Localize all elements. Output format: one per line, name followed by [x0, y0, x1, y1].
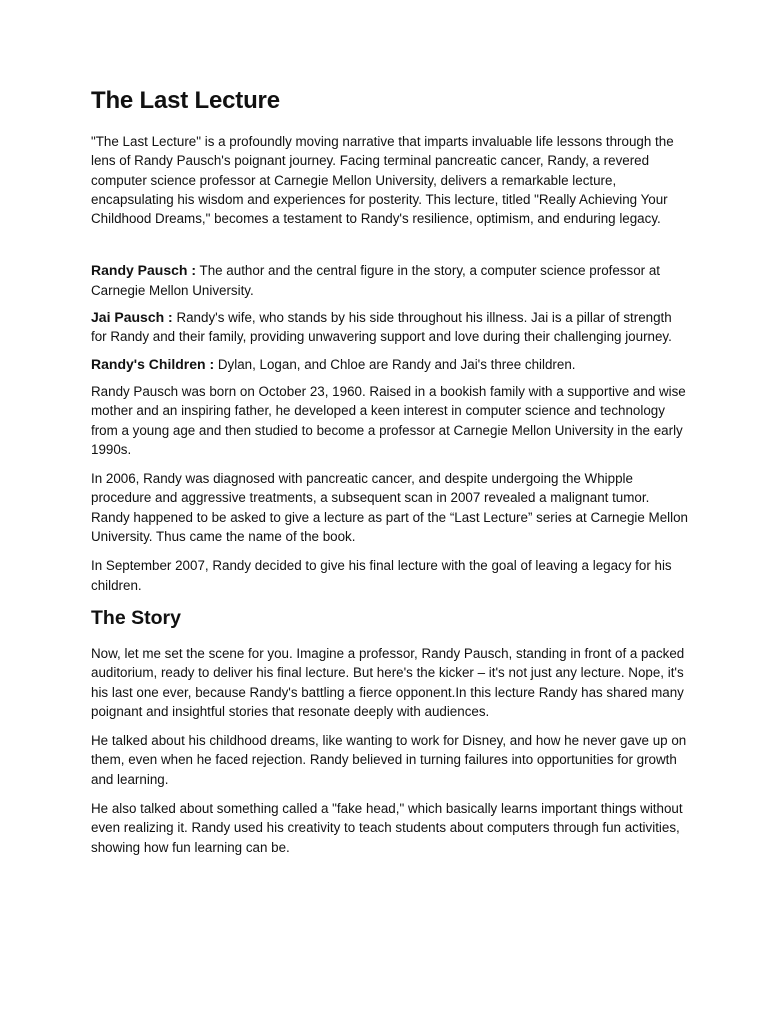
- character-list: [91, 261, 691, 373]
- character-entry: [91, 261, 691, 300]
- character-entry: [91, 308, 691, 347]
- document-page: [91, 84, 691, 867]
- background-paragraph: In 2006, Randy was diagnosed with pancreatic cancer, and despite undergoing the Whipple procedure and aggressive treatments, a subsequent scan in 2007 revealed a malignant tumor. Randy happened to be asked to give a lecture as part of the “Last Lecture” series at Carnegie Mellon University. Thus came the name of the book.: [91, 471, 688, 545]
- character-description: Dylan, Logan, and Chloe are Randy and Jai's three children.: [217, 356, 576, 372]
- character-name: Randy's Children :: [91, 355, 215, 372]
- character-name: Jai Pausch :: [91, 309, 173, 326]
- character-entry: [91, 355, 691, 374]
- character-description: The author and the central figure in the story, a computer science professor at Carnegie Mellon University.: [91, 263, 661, 298]
- document-title: The Last Lecture: [91, 87, 280, 114]
- story-paragraph: He talked about his childhood dreams, like wanting to work for Disney, and how he never gave up on them, even when he faced rejection. Randy believed in turning failures into opportunities for growth and learning.: [91, 733, 687, 787]
- story-heading: The Story: [91, 606, 181, 629]
- character-description: Randy's wife, who stands by his side throughout his illness. Jai is a pillar of strength for Randy and their family, providing unwavering support and love during their challenging journey.: [91, 310, 672, 345]
- background-paragraph: Randy Pausch was born on October 23, 1960. Raised in a bookish family with a supportive and wise mother and an inspiring father, he developed a keen interest in computer science and technology from a young age and then studied to become a professor at Carnegie Mellon University in the early 1990s.: [91, 383, 686, 457]
- character-name: Randy Pausch :: [91, 262, 197, 279]
- background-paragraph: In September 2007, Randy decided to give his final lecture with the goal of leaving a legacy for his children.: [91, 558, 672, 593]
- story-paragraph: He also talked about something called a "fake head," which basically learns important things without even realizing it. Randy used his creativity to teach students about computers through fun activities, showing how fun learning can be.: [91, 801, 683, 855]
- story-paragraph: Now, let me set the scene for you. Imagine a professor, Randy Pausch, standing in front of a packed auditorium, ready to deliver his final lecture. But here's the kicker – it's not just any lecture. Nope, it's his last one ever, because Randy's battling a fierce opponent.In this lecture Randy has shared many poignant and insightful stories that resonate deeply with audiences.: [91, 645, 685, 719]
- intro-paragraph: "The Last Lecture" is a profoundly moving narrative that imparts invaluable life lessons through the lens of Randy Pausch's poignant journey. Facing terminal pancreatic cancer, Randy, a revered computer science professor at Carnegie Mellon University, delivers a remarkable lecture, encapsulating his wisdom and experiences for posterity. This lecture, titled "Really Achieving Your Childhood Dreams," becomes a testament to Randy's resilience, optimism, and enduring legacy.: [91, 134, 674, 227]
